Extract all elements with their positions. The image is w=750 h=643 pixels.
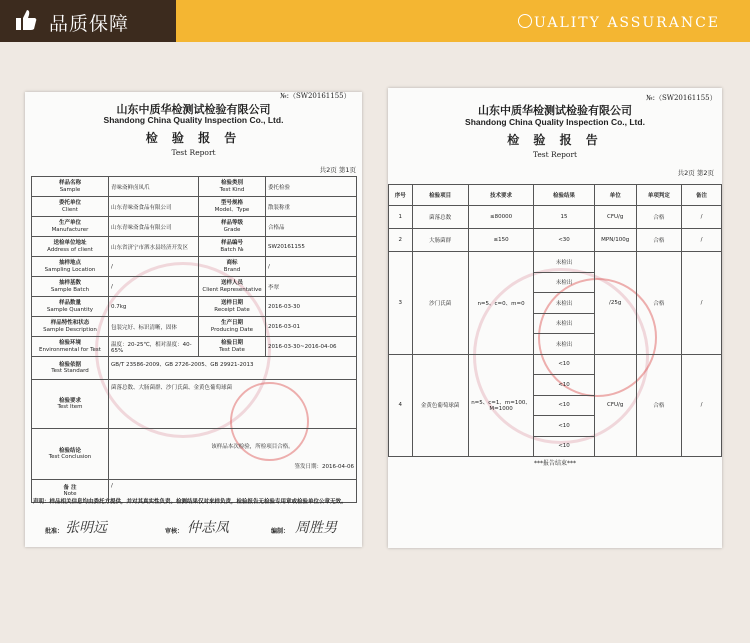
label-cn: 型号规格 [220, 200, 243, 206]
cell-result: 未检出 [534, 252, 594, 273]
field-value: 包装完好、标识清晰，固体 [109, 317, 199, 337]
label-en: Receipt Date [214, 306, 250, 313]
page-indicator: 共2页 第1页 [319, 166, 356, 174]
label-cn: 送样日期 [220, 300, 243, 306]
field-value: 2016-03-01 [266, 317, 357, 337]
cell-note: / [682, 354, 722, 457]
column-header: 检验结果 [534, 185, 594, 206]
field-label [32, 257, 109, 277]
table-row [32, 237, 357, 257]
field-value: / [266, 257, 357, 277]
cell-result: 未检出 [534, 293, 594, 314]
cell-result: 未检出 [534, 334, 594, 355]
table-row [389, 206, 722, 229]
company-name-cn: 山东中质华检测试检验有限公司 [478, 104, 632, 117]
column-header: 检验项目 [412, 185, 468, 206]
table-row [32, 217, 357, 237]
label-en: Test Item [57, 404, 83, 410]
field-label [32, 177, 109, 197]
cell-judge: 合格 [636, 229, 681, 252]
field-label [199, 337, 266, 357]
approve-signature: 张明远 [65, 520, 107, 536]
field-value: 青味斋鲜卤凤爪 [109, 177, 199, 197]
label-en: Environmental for Test [39, 346, 101, 353]
report-info-table [31, 176, 357, 503]
label-en: Address of client [47, 246, 93, 253]
label-cn: 送检单位地址 [53, 240, 87, 246]
label-en: Client [62, 206, 78, 213]
label-cn: 样品名称 [58, 180, 81, 186]
issue-date: 签发日期：2016-04-06 [294, 463, 354, 470]
label-en: Test Date [219, 346, 245, 353]
field-value: 合格品 [266, 217, 357, 237]
field-label [199, 277, 266, 297]
cell-result: <10 [534, 375, 594, 396]
label-cn: 委托单位 [58, 200, 81, 206]
cell-no: 3 [389, 252, 413, 355]
standard-text: GB/T 23586-2009、GB 2726-2005、GB 29921-2013 [111, 362, 254, 368]
label-cn: 检验类别 [220, 180, 243, 186]
field-label [32, 429, 109, 480]
field-value [109, 429, 357, 480]
field-value: / [109, 257, 199, 277]
field-label [32, 317, 109, 337]
banner-tagline [518, 13, 720, 31]
label-cn: 检验依据 [58, 361, 81, 368]
company-name-cn: 山东中质华检测试检验有限公司 [116, 103, 271, 116]
label-cn: 商标 [226, 260, 238, 266]
conclusion-text: 该样品本次检验，所检项目合格。 [211, 443, 294, 450]
field-value: 山东青味斋食品有限公司 [109, 217, 199, 237]
label-cn: 样品特性和状态 [50, 320, 90, 326]
table-row [389, 354, 722, 375]
field-value: / [109, 277, 199, 297]
cell-no: 1 [389, 206, 413, 229]
page-indicator: 共2页 第2页 [677, 169, 714, 177]
cell-unit: /25g [594, 252, 636, 355]
label-en: Manufacturer [51, 226, 89, 233]
cell-unit: MPN/100g [594, 229, 636, 252]
approve-label: 批准： [45, 528, 64, 535]
label-cn: 生产日期 [220, 320, 243, 326]
label-cn: 样品编号 [220, 240, 243, 246]
field-label [199, 217, 266, 237]
field-value: 散装称重 [266, 197, 357, 217]
label-cn: 送样人员 [220, 280, 243, 286]
tagline-text: UALITY ASSURANCE [533, 15, 720, 31]
label-en: Test Kind [219, 186, 245, 193]
field-value: 李翠 [266, 277, 357, 297]
cell-result: <10 [534, 436, 594, 457]
field-value: 温度：20-25℃，相对湿度：40-65% [109, 337, 199, 357]
cell-judge: 合格 [636, 206, 681, 229]
cell-result: <10 [534, 354, 594, 375]
report-page-2 [388, 88, 722, 548]
report-end-mark: ***报告结束*** [533, 460, 576, 467]
cell-note: / [682, 229, 722, 252]
report-title-en: Test Report [171, 148, 216, 157]
cell-judge: 合格 [636, 252, 681, 355]
table-row [32, 257, 357, 277]
declaration: 声明：样品相关信息均由委托方提供，并对其真实性负责。检测结果仅对来样负责，检验报告无检验专用章或检验单位公章无效。 [33, 499, 347, 505]
report-number: №:（SW20161155） [646, 94, 717, 102]
cell-judge: 合格 [636, 354, 681, 457]
label-cn: 样品等级 [220, 220, 243, 226]
cell-item: 大肠菌群 [412, 229, 468, 252]
table-row [389, 252, 722, 273]
label-cn: 备 注 [63, 484, 77, 491]
report-page-1 [25, 92, 362, 547]
table-row [32, 337, 357, 357]
q-letter-icon [518, 14, 532, 28]
note-text: / [111, 483, 113, 489]
table-row [32, 317, 357, 337]
cell-note: / [682, 252, 722, 355]
label-cn: 检验日期 [220, 340, 243, 346]
report-title-cn: 检 验 报 告 [507, 133, 603, 147]
label-en: Sample Quantity [46, 306, 94, 313]
audit-signature: 仲志凤 [187, 520, 229, 536]
cell-result: 15 [534, 206, 594, 229]
label-cn: 检验要求 [58, 397, 81, 404]
cell-item: 菌落总数 [412, 206, 468, 229]
report-title-en: Test Report [532, 150, 578, 159]
field-label [32, 197, 109, 217]
results-table [388, 184, 722, 457]
cell-result: <30 [534, 229, 594, 252]
table-row [32, 197, 357, 217]
cell-result: 未检出 [534, 313, 594, 334]
cell-no: 4 [389, 354, 413, 457]
items-text: 菌落总数、大肠菌群、沙门氏菌、金黄色葡萄球菌 [111, 385, 233, 391]
label-en: Sample Batch [50, 286, 90, 293]
column-header: 单位 [594, 185, 636, 206]
label-cn: 检验结论 [58, 447, 81, 454]
field-label [32, 277, 109, 297]
field-label [199, 317, 266, 337]
cell-unit: CFU/g [594, 354, 636, 457]
field-value: 0.7kg [109, 297, 199, 317]
column-header: 单项判定 [636, 185, 681, 206]
table-row [32, 297, 357, 317]
field-value: 委托检验 [266, 177, 357, 197]
label-en: Model、Type [214, 206, 250, 213]
field-label [32, 217, 109, 237]
field-label [199, 197, 266, 217]
field-label [199, 177, 266, 197]
label-en: Batch № [220, 246, 244, 253]
table-row [32, 177, 357, 197]
field-value: 山东青味斋食品有限公司 [109, 197, 199, 217]
label-en: Client Representative [202, 286, 262, 293]
field-value: 2016-03-30 [266, 297, 357, 317]
column-header: 备注 [682, 185, 722, 206]
label-en: Sampling Location [44, 266, 96, 273]
report-title-cn: 检 验 报 告 [145, 131, 242, 145]
cell-unit: CFU/g [594, 206, 636, 229]
label-en: Brand [223, 266, 241, 273]
label-cn: 抽样地点 [58, 260, 81, 266]
cell-req: n=5、c=1、m=100、M=1000 [468, 354, 533, 457]
cell-req: ≤150 [468, 229, 533, 252]
cell-no: 2 [389, 229, 413, 252]
cell-req: ≤80000 [468, 206, 533, 229]
cell-result: 未检出 [534, 272, 594, 293]
label-en: Note [63, 491, 77, 497]
table-row [32, 277, 357, 297]
report-number: №:（SW20161155） [280, 92, 351, 100]
table-row [32, 380, 357, 429]
label-cn: 生产单位 [58, 220, 81, 226]
cell-item: 沙门氏菌 [412, 252, 468, 355]
label-en: Test Standard [51, 368, 89, 374]
field-label [32, 297, 109, 317]
label-cn: 样品数量 [58, 300, 81, 306]
company-name-en: Shandong China Quality Inspection Co., Ltd. [103, 115, 284, 125]
cell-note: / [682, 206, 722, 229]
field-value: 2016-03-30~2016-04-06 [266, 337, 357, 357]
label-cn: 检验环境 [58, 340, 81, 346]
company-name-en: Shandong China Quality Inspection Co., Ltd. [465, 117, 645, 127]
field-value: SW20161155 [266, 237, 357, 257]
field-label [199, 297, 266, 317]
cell-result: <10 [534, 395, 594, 416]
label-en: Grade [223, 226, 241, 233]
column-header: 技术要求 [468, 185, 533, 206]
field-label [199, 237, 266, 257]
label-en: Sample [59, 186, 81, 193]
field-value [109, 380, 357, 429]
table-row [389, 229, 722, 252]
compile-signature: 周胜男 [295, 520, 337, 536]
label-en: Test Conclusion [48, 454, 92, 460]
field-value: 山东省济宁市泗水县经济开发区 [109, 237, 199, 257]
banner-title: 品质保障 [49, 13, 130, 35]
field-label [32, 380, 109, 429]
field-label [32, 237, 109, 257]
field-label [199, 257, 266, 277]
label-en: Producing Date [210, 326, 254, 333]
banner-title-block [0, 0, 176, 42]
cell-item: 金黄色葡萄球菌 [412, 354, 468, 457]
cell-result: <10 [534, 416, 594, 437]
field-label [32, 337, 109, 357]
thumbs-up-icon [15, 9, 37, 31]
label-en: Sample Description [43, 326, 97, 333]
label-cn: 抽样基数 [58, 280, 81, 286]
field-label [32, 357, 109, 380]
field-value [109, 357, 357, 380]
audit-label: 审核： [165, 528, 184, 535]
compile-label: 编制： [271, 528, 290, 535]
cell-req: n=5、c=0、m=0 [468, 252, 533, 355]
table-row [32, 357, 357, 380]
column-header: 序号 [389, 185, 413, 206]
table-row [32, 429, 357, 480]
